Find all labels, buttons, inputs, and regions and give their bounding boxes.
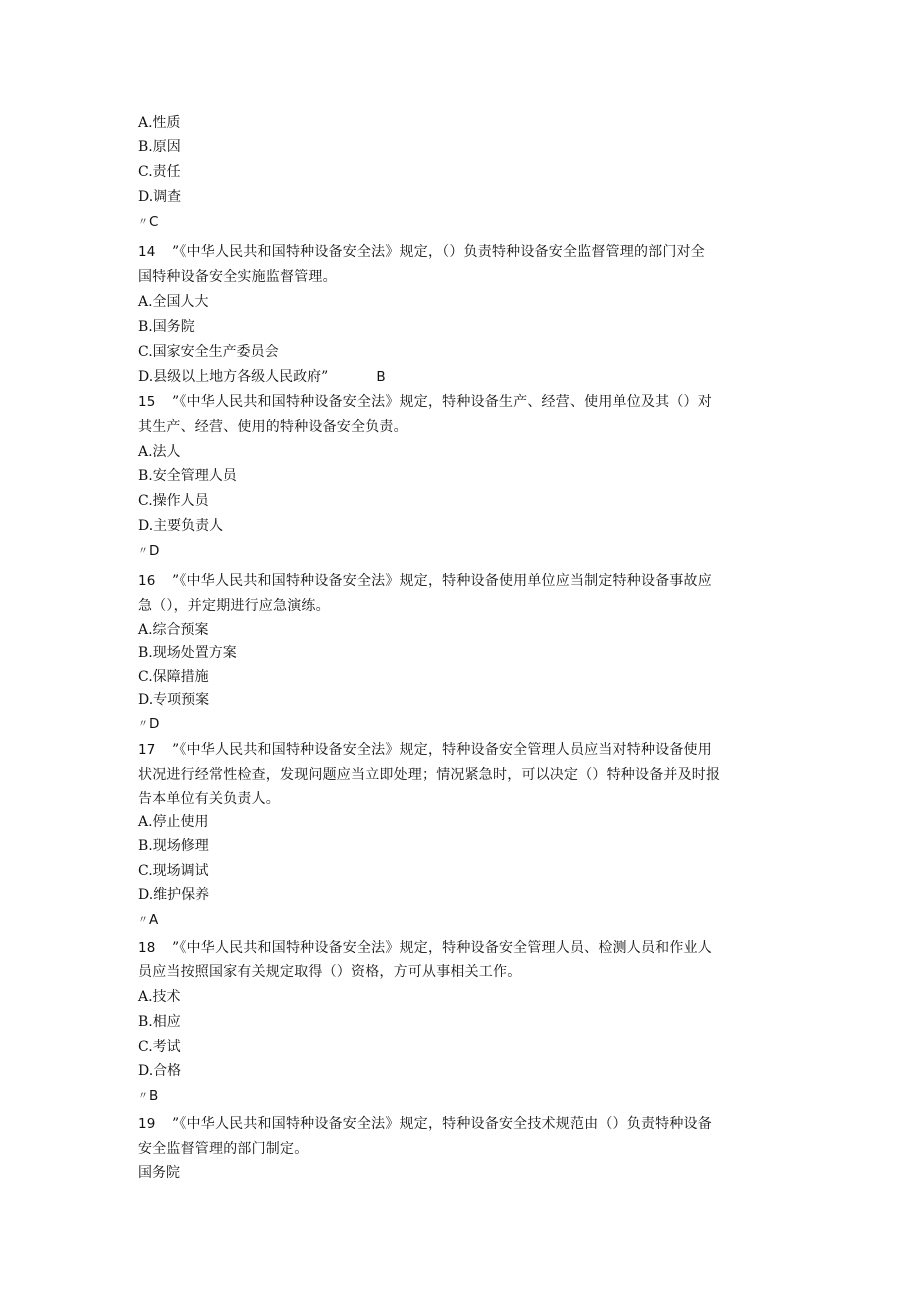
q17-option-d: D.维护保养 [138, 887, 210, 903]
q17-text-line3: 告本单位有关负责人。 [138, 791, 280, 807]
q14-number: 14 [138, 244, 156, 260]
q13-answer: 〃C [138, 214, 159, 230]
q14-answer: B [376, 369, 386, 385]
q17-option-b: B.现场修理 [138, 838, 209, 854]
q16-text-line1: 16 ”《中华人民共和国特种设备安全法》规定，特种设备使用单位应当制定特种设备事故应 [138, 573, 712, 589]
q15-option-c: C.操作人员 [138, 493, 209, 509]
answer-mark-icon: 〃 [138, 719, 148, 730]
q14-option-d-row [138, 367, 386, 387]
q19-text-line2: 安全监督管理的部门制定。 [138, 1141, 309, 1157]
q16-option-b: B.现场处置方案 [138, 645, 237, 661]
q18-option-a: A.技术 [138, 989, 181, 1005]
q19-option-1: 国务院 [138, 1165, 180, 1181]
q15-option-a: A.法人 [138, 444, 181, 460]
q16-option-a: A.综合预案 [138, 622, 209, 638]
q17-answer: 〃A [138, 912, 159, 928]
q15-number: 15 [138, 394, 156, 410]
q14-option-a: A.全国人大 [138, 294, 209, 310]
q17-text-line1: 17 ”《中华人民共和国特种设备安全法》规定，特种设备安全管理人员应当对特种设备使用 [138, 742, 712, 758]
q17-option-c: C.现场调试 [138, 863, 209, 879]
q13-option-c: C.责任 [138, 164, 181, 180]
q18-option-c: C.考试 [138, 1039, 181, 1055]
q15-text-line1: 15 ”《中华人民共和国特种设备安全法》规定，特种设备生产、经营、使用单位及其（）对 [138, 394, 712, 410]
q16-text-line2: 急（），并定期进行应急演练。 [138, 598, 330, 614]
q15-text-line2: 其生产、经营、使用的特种设备安全负责。 [138, 419, 408, 435]
q16-answer: 〃D [138, 716, 160, 732]
q14-option-d: D.县级以上地方各级人民政府” [138, 369, 329, 385]
q17-text-line2: 状况进行经常性检查，发现问题应当立即处理；情况紧急时，可以决定（）特种设备并及时报 [138, 767, 721, 783]
answer-mark-icon: 〃 [138, 1091, 148, 1102]
q19-text-line1: 19 ”《中华人民共和国特种设备安全法》规定，特种设备安全技术规范由（）负责特种设备 [138, 1116, 712, 1132]
q16-number: 16 [138, 573, 156, 589]
q13-option-d: D.调查 [138, 189, 182, 205]
q15-option-b: B.安全管理人员 [138, 468, 237, 484]
q18-text-line2: 员应当按照国家有关规定取得（）资格，方可从事相关工作。 [138, 964, 522, 980]
q14-text-line2: 国特种设备安全实施监督管理。 [138, 269, 337, 285]
q16-option-d: D.专项预案 [138, 692, 210, 708]
q15-answer: 〃D [138, 543, 160, 559]
q18-answer: 〃B [138, 1088, 159, 1104]
q18-option-b: B.相应 [138, 1014, 181, 1030]
q19-number: 19 [138, 1116, 156, 1132]
q18-option-d: D.合格 [138, 1063, 182, 1079]
q16-option-c: C.保障措施 [138, 669, 209, 685]
q14-option-c: C.国家安全生产委员会 [138, 344, 279, 360]
q13-option-a: A.性质 [138, 115, 181, 131]
q17-option-a: A.停止使用 [138, 814, 209, 830]
q18-number: 18 [138, 940, 156, 956]
q15-option-d: D.主要负责人 [138, 518, 224, 534]
answer-mark-icon: 〃 [138, 915, 148, 926]
answer-mark-icon: 〃 [138, 546, 148, 557]
q17-number: 17 [138, 742, 156, 758]
q14-option-b: B.国务院 [138, 319, 195, 335]
answer-mark-icon: 〃 [138, 217, 148, 228]
q13-option-b: B.原因 [138, 139, 181, 155]
q18-text-line1: 18 ”《中华人民共和国特种设备安全法》规定，特种设备安全管理人员、检测人员和作业人 [138, 940, 712, 956]
q14-text-line1: 14 ”《中华人民共和国特种设备安全法》规定，（）负责特种设备安全监督管理的部门对全 [138, 244, 705, 260]
